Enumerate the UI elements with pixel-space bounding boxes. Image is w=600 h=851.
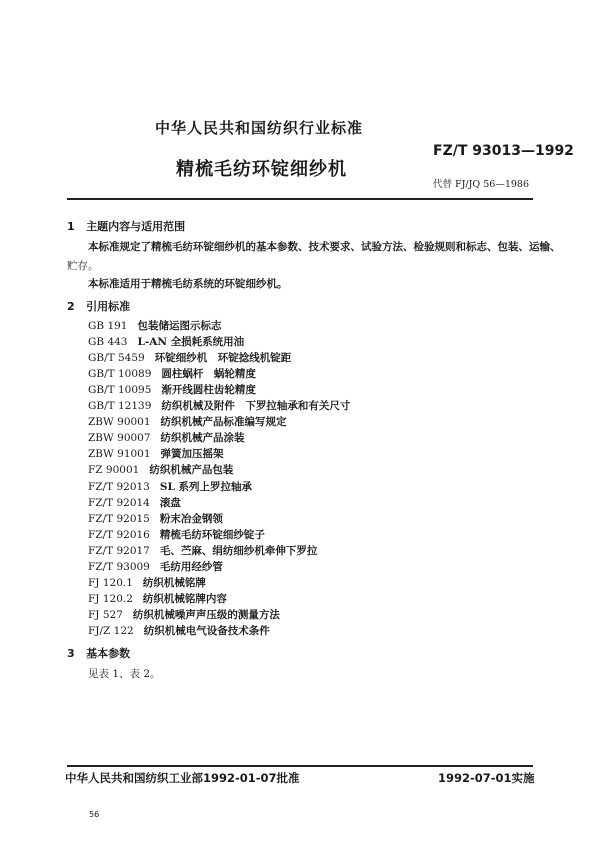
reference-title: SL 系列上罗拉轴承 [159,480,252,493]
reference-title: 包装储运图示标志 [137,320,222,332]
section-number: 3 [67,647,75,660]
reference-title: 精梳毛纺环锭细纱锭子 [159,528,265,541]
reference-title: 纺织机械产品标准编写规定 [160,416,287,429]
reference-item [88,479,252,494]
approval-note: 中华人民共和国纺织工业部1992-01-07批准 [65,771,300,785]
reference-code: FZ/T 92017 [88,544,150,557]
reference-title: 毛、苎麻、绢纺细纱机牵伸下罗拉 [159,544,318,557]
reference-code: FZ/T 93009 [88,560,150,573]
reference-code: GB/T 12139 [88,400,152,413]
reference-title: 纺织机械及附件 下罗拉轴承和有关尺寸 [161,400,351,413]
reference-item [88,350,291,365]
reference-item [88,575,206,590]
reference-code: FZ/T 92013 [88,480,150,493]
reference-item [88,591,227,606]
reference-title: 纺织机械产品涂装 [160,432,245,445]
reference-item [88,462,233,477]
section-title: 引用标准 [86,300,131,313]
reference-item [88,366,256,381]
page-number: 56 [89,810,100,819]
footer-divider [67,765,533,767]
reference-code: FJ 120.2 [88,592,133,605]
header-divider [67,198,533,200]
reference-title: 纺织机械噪声声压级的测量方法 [132,608,280,621]
reference-code: GB/T 10095 [88,384,152,397]
paragraph: 本标准适用于精梳毛纺系统的环锭细纱机。 [88,278,288,290]
reference-item [88,559,223,574]
reference-code: FZ/T 92015 [88,512,150,525]
reference-code: GB/T 10089 [88,368,152,381]
replaces-note: 代替 FJ/JQ 56—1986 [433,179,530,190]
reference-code: FJ 120.1 [88,576,133,589]
reference-title: 弹簧加压摇架 [160,448,224,461]
reference-item [88,398,350,413]
paragraph: 贮存。 [67,260,99,272]
reference-title: 纺织机械铭牌内容 [142,592,227,605]
reference-item [88,527,265,542]
reference-item [88,414,287,429]
implementation-date: 1992-07-01实施 [438,771,535,785]
reference-code: ZBW 90001 [88,416,151,429]
section-1-heading [67,218,185,234]
reference-item [88,495,181,510]
section-2-heading [67,298,130,314]
paragraph: 见表 1、表 2。 [88,668,161,680]
section-number: 2 [67,300,75,313]
reference-code: GB 443 [88,336,128,349]
reference-title: 粉末冶金钢领 [159,512,223,525]
reference-title: 滚盘 [159,496,181,509]
reference-title: 纺织机械电气设备技术条件 [143,625,270,637]
section-title: 主题内容与适用范围 [86,220,186,233]
reference-code: FZ/T 92014 [88,496,150,509]
section-number: 1 [67,220,75,233]
reference-code: FJ/Z 122 [88,625,134,637]
standard-code: FZ/T 93013—1992 [433,143,574,159]
reference-code: FZ/T 92016 [88,528,150,541]
reference-item [88,318,221,333]
reference-code: FZ 90001 [88,464,140,477]
reference-title: L-AN 全损耗系统用油 [137,336,245,349]
reference-code: ZBW 90007 [88,432,151,445]
reference-item [88,607,280,622]
reference-title: 纺织机械产品包装 [149,464,234,477]
reference-item [88,430,245,445]
reference-item [88,334,244,349]
reference-item [88,543,317,558]
reference-item [88,446,224,461]
reference-title: 圆柱蜗杆 蜗轮精度 [161,368,256,381]
reference-title: 毛纺用经纱管 [159,560,223,573]
reference-code: FJ 527 [88,608,123,621]
reference-code: GB/T 5459 [88,352,145,365]
reference-item [88,623,270,638]
reference-code: GB 191 [88,320,128,332]
reference-title: 渐开线圆柱齿轮精度 [161,384,256,397]
reference-title: 纺织机械铭牌 [142,576,206,589]
issuing-organization: 中华人民共和国纺织行业标准 [155,119,364,137]
document-title: 精梳毛纺环锭细纱机 [176,159,347,180]
section-title: 基本参数 [86,647,131,660]
reference-title: 环锭细纱机 环锭捻线机锭距 [154,352,292,365]
paragraph: 本标准规定了精梳毛纺环锭细纱机的基本参数、技术要求、试验方法、检验规则和标志、包装、运输、 [88,241,561,253]
reference-item [88,382,256,397]
section-3-heading [67,645,130,661]
reference-code: ZBW 91001 [88,448,151,461]
reference-item [88,511,223,526]
